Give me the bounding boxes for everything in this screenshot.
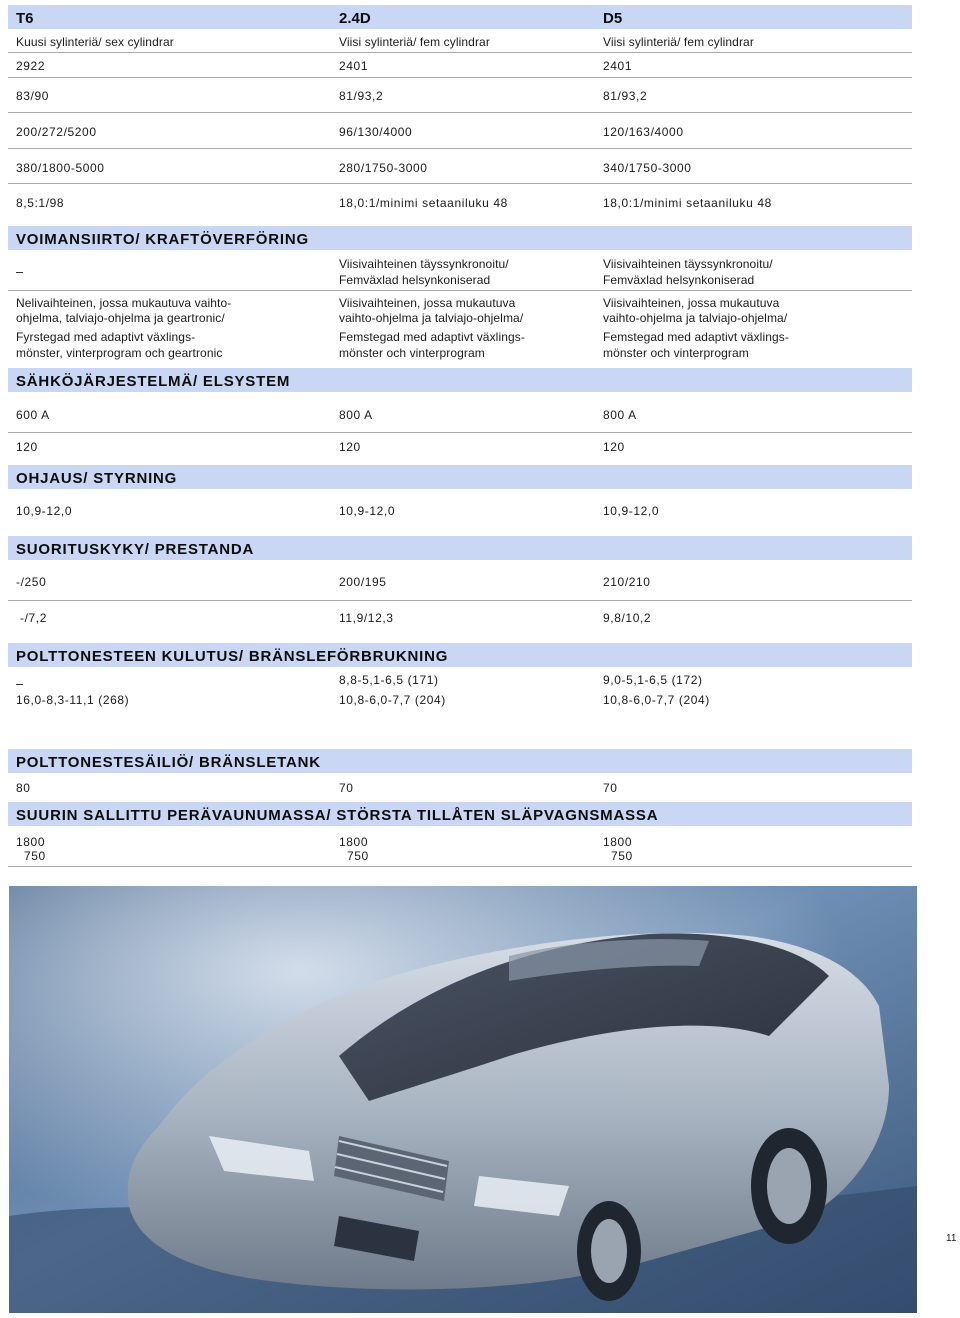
fuel-tank-d5: 70 xyxy=(603,781,618,795)
compression-d5: 18,0:1/minimi setaaniluku 48 xyxy=(603,196,772,210)
row-divider xyxy=(8,52,912,53)
battery-d5: 800 A xyxy=(603,408,637,422)
displacement-d5: 2401 xyxy=(603,59,633,73)
column-header-24d: 2.4D xyxy=(339,10,371,27)
alternator-t6: 120 xyxy=(16,440,38,454)
auto-gearbox-t6-line4: mönster, vinterprogram och geartronic xyxy=(16,346,223,360)
fuel-tank-title: POLTTONESTESÄILIÖ/ BRÄNSLETANK xyxy=(16,754,321,771)
towing-unbraked-24d: 750 xyxy=(347,849,369,863)
auto-gearbox-24d-line1: Viisivaihteinen, jossa mukautuva xyxy=(339,296,516,310)
top-speed-t6: -/250 xyxy=(16,575,47,589)
battery-24d: 800 A xyxy=(339,408,373,422)
acceleration-d5: 9,8/10,2 xyxy=(603,611,652,625)
fuel-manual-d5: 9,0-5,1-6,5 (172) xyxy=(603,673,703,687)
fuel-tank-t6: 80 xyxy=(16,781,31,795)
turning-circle-24d: 10,9-12,0 xyxy=(339,504,396,518)
towing-braked-t6: 1800 xyxy=(16,835,46,849)
page-number: 11 xyxy=(946,1233,957,1244)
torque-t6: 380/1800-5000 xyxy=(16,161,105,175)
row-divider xyxy=(8,112,912,113)
auto-gearbox-t6-line3: Fyrstegad med adaptivt växlings- xyxy=(16,330,196,344)
column-header-d5: D5 xyxy=(603,10,623,27)
row-divider xyxy=(8,600,912,601)
fuel-auto-t6: 16,0-8,3-11,1 (268) xyxy=(16,693,130,707)
fuel-consumption-title: POLTTONESTEEN KULUTUS/ BRÄNSLEFÖRBRUKNING xyxy=(16,648,449,665)
manual-gearbox-24d-line1: Viisivaihteinen täyssynkronoitu/ xyxy=(339,257,509,271)
towing-braked-d5: 1800 xyxy=(603,835,633,849)
auto-gearbox-d5-line1: Viisivaihteinen, jossa mukautuva xyxy=(603,296,780,310)
acceleration-t6: -/7,2 xyxy=(20,611,48,625)
manual-gearbox-24d-line2: Femväxlad helsynkoniserad xyxy=(339,273,491,287)
row-divider xyxy=(8,183,912,184)
bore-stroke-24d: 81/93,2 xyxy=(339,89,384,103)
top-speed-24d: 200/195 xyxy=(339,575,387,589)
fuel-auto-24d: 10,8-6,0-7,7 (204) xyxy=(339,693,446,707)
fuel-tank-24d: 70 xyxy=(339,781,354,795)
auto-gearbox-24d-line4: mönster och vinterprogram xyxy=(339,346,485,360)
power-t6: 200/272/5200 xyxy=(16,125,97,139)
auto-gearbox-t6-line2: ohjelma, talviajo-ohjelma ja geartronic/ xyxy=(16,311,225,325)
not-available-dash xyxy=(16,272,23,273)
manual-gearbox-d5-line1: Viisivaihteinen täyssynkronoitu/ xyxy=(603,257,773,271)
alternator-24d: 120 xyxy=(339,440,361,454)
car-photo xyxy=(9,886,917,1313)
auto-gearbox-d5-line3: Femstegad med adaptivt växlings- xyxy=(603,330,789,344)
top-speed-d5: 210/210 xyxy=(603,575,651,589)
electrical-title: SÄHKÖJÄRJESTELMÄ/ ELSYSTEM xyxy=(16,373,291,390)
manual-gearbox-d5-line2: Femväxlad helsynkoniserad xyxy=(603,273,755,287)
row-divider xyxy=(8,432,912,433)
cylinders-t6: Kuusi sylinteriä/ sex cylindrar xyxy=(16,35,174,49)
alternator-d5: 120 xyxy=(603,440,625,454)
bore-stroke-t6: 83/90 xyxy=(16,89,50,103)
performance-title: SUORITUSKYKY/ PRESTANDA xyxy=(16,541,255,558)
not-available-dash xyxy=(16,684,23,685)
power-d5: 120/163/4000 xyxy=(603,125,684,139)
displacement-t6: 2922 xyxy=(16,59,46,73)
towing-braked-24d: 1800 xyxy=(339,835,369,849)
row-divider xyxy=(8,866,912,867)
power-24d: 96/130/4000 xyxy=(339,125,413,139)
battery-t6: 600 A xyxy=(16,408,50,422)
auto-gearbox-24d-line2: vaihto-ohjelma ja talviajo-ohjelma/ xyxy=(339,311,524,325)
cylinders-24d: Viisi sylinteriä/ fem cylindrar xyxy=(339,35,490,49)
torque-d5: 340/1750-3000 xyxy=(603,161,692,175)
transmission-title: VOIMANSIIRTO/ KRAFTÖVERFÖRING xyxy=(16,231,309,248)
towing-unbraked-t6: 750 xyxy=(24,849,46,863)
displacement-24d: 2401 xyxy=(339,59,369,73)
column-header-t6: T6 xyxy=(16,10,34,27)
steering-title: OHJAUS/ STYRNING xyxy=(16,470,178,487)
torque-24d: 280/1750-3000 xyxy=(339,161,428,175)
bore-stroke-d5: 81/93,2 xyxy=(603,89,648,103)
row-divider xyxy=(8,290,912,291)
turning-circle-t6: 10,9-12,0 xyxy=(16,504,73,518)
auto-gearbox-d5-line4: mönster och vinterprogram xyxy=(603,346,749,360)
row-divider xyxy=(8,77,912,78)
towing-title: SUURIN SALLITTU PERÄVAUNUMASSA/ STÖRSTA TILLÅTEN SLÄPVAGNSMASSA xyxy=(16,807,659,824)
compression-t6: 8,5:1/98 xyxy=(16,196,65,210)
header-band xyxy=(8,5,912,29)
turning-circle-d5: 10,9-12,0 xyxy=(603,504,660,518)
towing-unbraked-d5: 750 xyxy=(611,849,633,863)
fuel-auto-d5: 10,8-6,0-7,7 (204) xyxy=(603,693,710,707)
auto-gearbox-d5-line2: vaihto-ohjelma ja talviajo-ohjelma/ xyxy=(603,311,788,325)
fuel-manual-24d: 8,8-5,1-6,5 (171) xyxy=(339,673,439,687)
auto-gearbox-24d-line3: Femstegad med adaptivt växlings- xyxy=(339,330,525,344)
acceleration-24d: 11,9/12,3 xyxy=(339,611,394,625)
row-divider xyxy=(8,148,912,149)
cylinders-d5: Viisi sylinteriä/ fem cylindrar xyxy=(603,35,754,49)
compression-24d: 18,0:1/minimi setaaniluku 48 xyxy=(339,196,508,210)
auto-gearbox-t6-line1: Nelivaihteinen, jossa mukautuva vaihto- xyxy=(16,296,232,310)
